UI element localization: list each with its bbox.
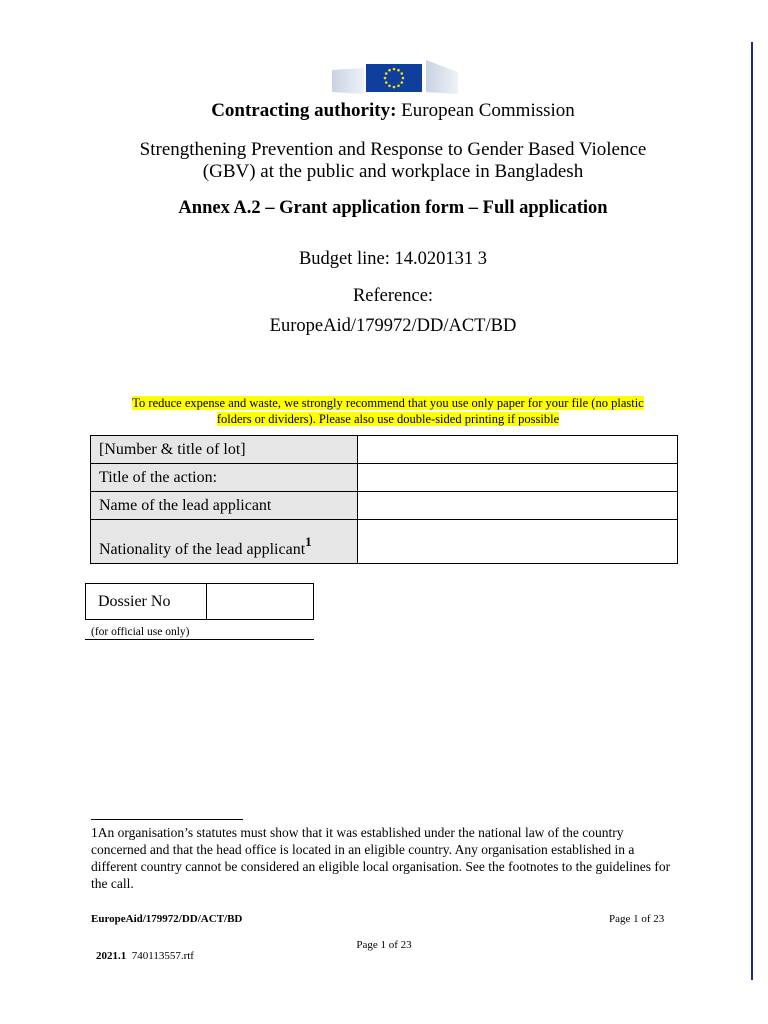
table-row [86,584,314,620]
nationality-label: Nationality of the lead applicant$^1$ [91,520,358,564]
flag-star-icon [397,69,400,72]
flag-star-icon [400,81,403,84]
lot-label: [Number & title of lot] [91,436,358,464]
flag-star-icon [385,81,388,84]
project-title: Strengthening Prevention and Response to Gender Based Violence (GBV) at the public and workplace in Bangladesh [139,139,647,182]
table-row [91,436,678,464]
reference-number: EuropeAid/179972/DD/ACT/BD [269,316,517,336]
footer-version: 2021.1 740113557.rtf [96,950,194,962]
reference-label: Reference: [352,286,434,306]
action-title-label: Title of the action: [91,464,358,492]
page-number-center: Page 1 of 23 [356,939,412,951]
lead-applicant-label: Name of the lead applicant [91,492,358,520]
dossier-field[interactable] [207,584,314,620]
nationality-field[interactable] [358,520,678,564]
annex-title: Annex A.2 – Grant application form – Full application [178,198,608,218]
flag-star-icon [388,84,391,87]
footer-reference: EuropeAid/179972/DD/ACT/BD [91,913,243,925]
flag-star-icon [393,86,396,89]
footer-page-number: Page 1 of 23 [609,913,665,925]
table-row [91,520,678,564]
dossier-label: Dossier No [86,584,207,620]
budget-line: Budget line: 14.020131 3 [298,249,488,269]
footnote-text: 1An organisation’s statutes must show that it was established under the national law of the country concerned and that the head office is located in an eligible country. Any organisation established in a different country cannot be considered an eligible local organisation. See the footnotes to the guidelines for the call. [91,825,671,891]
dossier-table [85,583,314,620]
application-info-table [90,435,678,564]
table-row [91,492,678,520]
official-use-note: (for official use only) [85,626,314,640]
flag-star-icon [385,72,388,75]
footnote-separator [91,819,243,820]
flag-star-icon [393,68,396,71]
flag-star-icon [397,84,400,87]
footnote-mark: 1 [305,534,312,549]
european-commission-logo-icon [332,58,458,94]
flag-star-icon [384,77,387,80]
flag-star-icon [388,69,391,72]
lot-field[interactable] [358,436,678,464]
flag-star-icon [402,77,405,80]
table-row [91,464,678,492]
paper-notice: To reduce expense and waste, we strongly recommend that you use only paper for your file (no plastic folders or dividers). Please also use double-sided printing if possible [132,396,644,426]
flag-star-icon [400,72,403,75]
action-title-field[interactable] [358,464,678,492]
lead-applicant-field[interactable] [358,492,678,520]
contracting-authority: Contracting authority: European Commission [211,100,575,121]
